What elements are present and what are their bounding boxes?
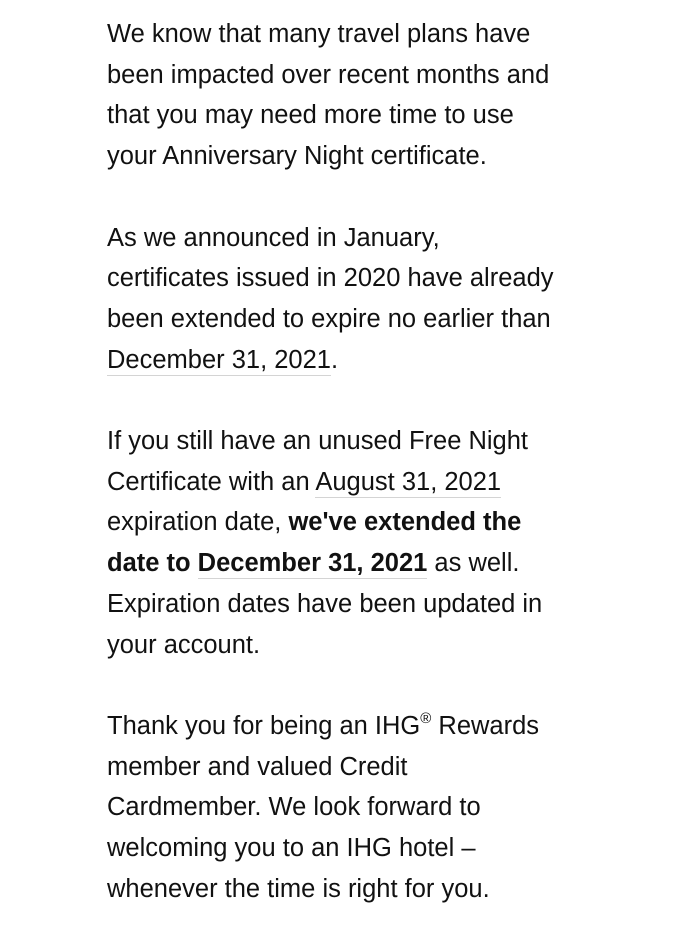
date-link-december-bold[interactable]: December 31, 2021 xyxy=(197,549,428,578)
email-body xyxy=(107,14,667,909)
registered-mark: ® xyxy=(420,709,432,727)
text-line: that you may need more time to use xyxy=(107,101,514,130)
paragraph-travel-plans xyxy=(107,14,667,177)
text-line: been impacted over recent months and xyxy=(107,60,550,89)
text-line: been extended to expire no earlier than xyxy=(107,304,551,333)
text-line: your account. xyxy=(107,630,261,659)
text-line: welcoming you to an IHG hotel – xyxy=(107,834,476,863)
text-fragment: Certificate with an xyxy=(107,467,316,496)
date-link-august[interactable]: August 31, 2021 xyxy=(315,467,502,496)
text-fragment: Thank you for being an IHG xyxy=(107,711,421,740)
bold-text: date to xyxy=(107,549,198,578)
text-line: Cardmember. We look forward to xyxy=(107,793,481,822)
text-fragment: Rewards xyxy=(431,711,540,740)
text-line: We know that many travel plans have xyxy=(107,20,531,48)
text-line: whenever the time is right for you. xyxy=(107,874,490,903)
paragraph-january-announcement xyxy=(107,218,667,381)
paragraph-thank-you xyxy=(107,706,667,910)
text-fragment: . xyxy=(330,345,339,374)
text-fragment: expiration date, xyxy=(107,508,289,537)
date-link-december[interactable]: December 31, 2021 xyxy=(107,345,331,374)
text-line: certificates issued in 2020 have already xyxy=(107,264,554,293)
text-line: member and valued Credit xyxy=(107,752,408,781)
text-line: As we announced in January, xyxy=(107,223,440,252)
bold-text: we've extended the xyxy=(288,508,522,537)
text-fragment: as well. xyxy=(427,549,520,578)
text-line: Expiration dates have been updated in xyxy=(107,589,543,618)
paragraph-extension xyxy=(107,421,667,665)
text-line: If you still have an unused Free Night xyxy=(107,427,528,455)
text-line: your Anniversary Night certificate. xyxy=(107,142,487,171)
